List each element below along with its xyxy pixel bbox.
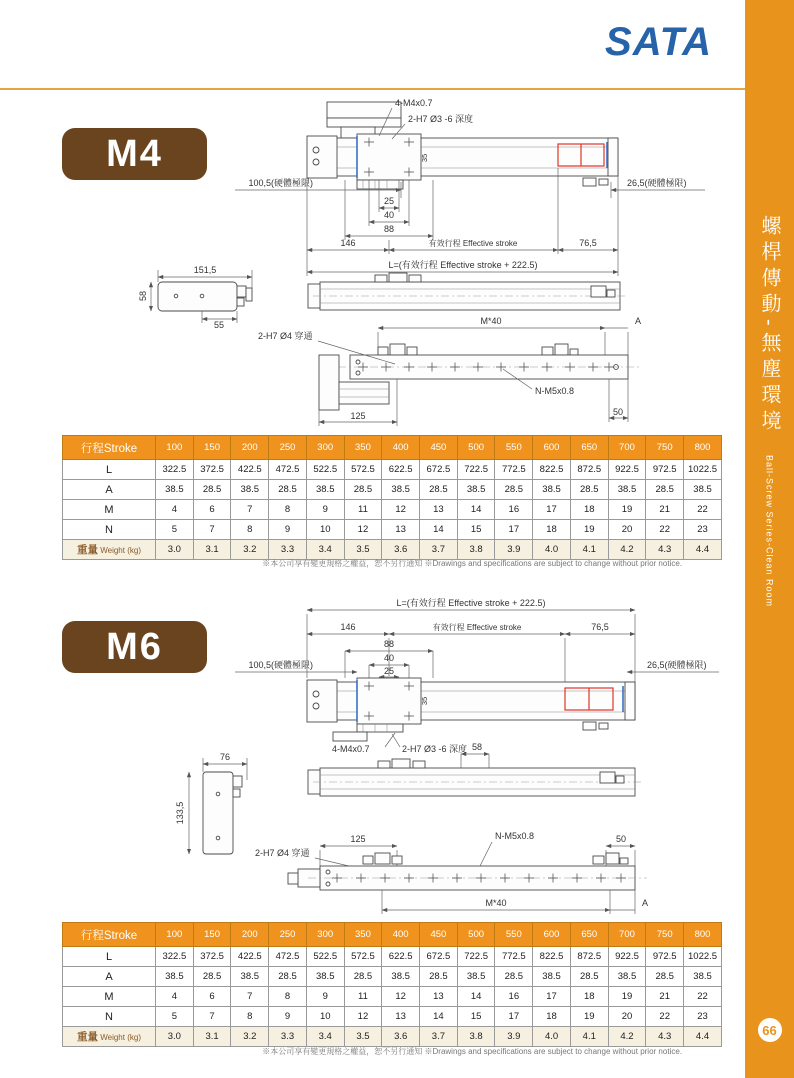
spec-cell: 19 — [608, 500, 646, 520]
spec-cell: 872.5 — [570, 947, 608, 967]
spec-cell: 622.5 — [382, 460, 420, 480]
m6-plan-view — [308, 759, 643, 796]
stroke-column-header: 550 — [495, 923, 533, 947]
spec-cell: 9 — [269, 1007, 307, 1027]
stroke-column-header: 550 — [495, 436, 533, 460]
spec-cell: 3.3 — [269, 1027, 307, 1047]
spec-cell: 21 — [646, 987, 684, 1007]
spec-cell: 322.5 — [156, 947, 194, 967]
spec-cell: 13 — [382, 1007, 420, 1027]
spec-cell: 6 — [193, 987, 231, 1007]
spec-cell: 13 — [420, 987, 458, 1007]
spec-cell: 7 — [193, 520, 231, 540]
spec-cell: 4.3 — [646, 540, 684, 560]
spec-cell: 3.4 — [306, 540, 344, 560]
spec-cell: 972.5 — [646, 460, 684, 480]
spec-cell: 38.5 — [306, 480, 344, 500]
spec-cell: 28.5 — [420, 480, 458, 500]
m4-hard-limit-right: 26,5(硬體極限) — [627, 178, 687, 188]
m6-model-badge: M6 — [62, 621, 207, 673]
stroke-column-header: 350 — [344, 436, 382, 460]
table-row — [63, 967, 722, 987]
m6-dim-a: A — [641, 898, 649, 908]
stroke-column-header: 750 — [646, 436, 684, 460]
spec-cell: 672.5 — [420, 947, 458, 967]
m4-dim-pitch: M*40 — [480, 316, 502, 326]
spec-cell: 4.0 — [533, 540, 571, 560]
m6-dimensions — [235, 597, 719, 686]
spec-cell: 18 — [570, 500, 608, 520]
spec-cell: 522.5 — [306, 460, 344, 480]
spec-cell: 4.4 — [684, 540, 722, 560]
m4-dim-35: 35 — [420, 153, 429, 163]
spec-cell: 28.5 — [269, 480, 307, 500]
m4-dim-88: 88 — [383, 224, 395, 234]
m4-bottom-view — [258, 316, 641, 426]
spec-cell: 12 — [344, 1007, 382, 1027]
spec-cell: 522.5 — [306, 947, 344, 967]
spec-cell: 622.5 — [382, 947, 420, 967]
m4-front-view — [307, 98, 618, 189]
spec-cell: 3.4 — [306, 1027, 344, 1047]
spec-cell: 922.5 — [608, 460, 646, 480]
stroke-column-header: 100 — [156, 436, 194, 460]
m6-spec-table — [62, 922, 722, 1047]
stroke-column-header: 500 — [457, 436, 495, 460]
stroke-column-header: 150 — [193, 923, 231, 947]
spec-cell: 38.5 — [533, 967, 571, 987]
sidebar-title-en: Ball-Screw Series-Clean Room — [764, 455, 775, 608]
spec-cell: 28.5 — [344, 480, 382, 500]
spec-cell: 38.5 — [608, 967, 646, 987]
stroke-column-header: 800 — [684, 436, 722, 460]
spec-cell: 38.5 — [231, 967, 269, 987]
stroke-header-label: 行程Stroke — [63, 436, 156, 460]
spec-cell: 3.6 — [382, 540, 420, 560]
row-label: L — [63, 460, 156, 480]
spec-cell: 22 — [646, 520, 684, 540]
m4-dim-58: 58 — [138, 290, 148, 302]
spec-cell: 28.5 — [193, 967, 231, 987]
table-row — [63, 947, 722, 967]
m4-model-badge: M4 — [62, 128, 207, 180]
spec-cell: 28.5 — [570, 967, 608, 987]
spec-cell: 6 — [193, 500, 231, 520]
stroke-column-header: 750 — [646, 923, 684, 947]
spec-cell: 3.8 — [457, 540, 495, 560]
spec-cell: 422.5 — [231, 947, 269, 967]
m6-annotation-tap: N-M5x0.8 — [495, 831, 535, 841]
spec-cell: 12 — [344, 520, 382, 540]
spec-cell: 28.5 — [269, 967, 307, 987]
m6-side-view — [175, 752, 247, 854]
row-label: L — [63, 947, 156, 967]
spec-cell: 17 — [495, 1007, 533, 1027]
spec-cell: 3.2 — [231, 1027, 269, 1047]
spec-cell: 22 — [684, 987, 722, 1007]
table-row — [63, 480, 722, 500]
stroke-column-header: 800 — [684, 923, 722, 947]
spec-cell: 572.5 — [344, 947, 382, 967]
spec-cell: 772.5 — [495, 947, 533, 967]
spec-cell: 4.3 — [646, 1027, 684, 1047]
spec-cell: 372.5 — [193, 947, 231, 967]
m6-bottom-view — [255, 831, 648, 914]
spec-cell: 38.5 — [156, 480, 194, 500]
spec-cell: 322.5 — [156, 460, 194, 480]
stroke-column-header: 100 — [156, 923, 194, 947]
row-label: 重量 Weight (kg) — [63, 540, 156, 560]
stroke-column-header: 400 — [382, 436, 420, 460]
table-row — [63, 460, 722, 480]
stroke-column-header: 200 — [231, 923, 269, 947]
spec-cell: 28.5 — [344, 967, 382, 987]
spec-cell: 722.5 — [457, 947, 495, 967]
spec-cell: 822.5 — [533, 460, 571, 480]
m6-dim-35: 35 — [420, 696, 429, 706]
table-row — [63, 520, 722, 540]
spec-cell: 28.5 — [495, 967, 533, 987]
spec-cell: 38.5 — [382, 967, 420, 987]
spec-cell: 28.5 — [420, 967, 458, 987]
sata-logo: SATA — [605, 20, 712, 64]
spec-cell: 10 — [306, 520, 344, 540]
m4-dim-a: A — [634, 316, 642, 326]
spec-cell: 22 — [684, 500, 722, 520]
m6-annotation-dowel-through: 2-H7 Ø4 穿通 — [255, 848, 310, 858]
m4-dim-25: 25 — [383, 196, 395, 206]
spec-cell: 3.7 — [420, 540, 458, 560]
m4-annotation-dowel-depth: 2-H7 Ø3 -6 深度 — [408, 114, 474, 124]
spec-cell: 472.5 — [269, 460, 307, 480]
spec-cell: 1022.5 — [684, 947, 722, 967]
table-row — [63, 540, 722, 560]
stroke-column-header: 400 — [382, 923, 420, 947]
spec-cell: 23 — [684, 520, 722, 540]
spec-cell: 7 — [231, 987, 269, 1007]
stroke-column-header: 150 — [193, 436, 231, 460]
stroke-column-header: 650 — [570, 436, 608, 460]
m4-disclaimer: ※本公司享有變更規格之權益，恕不另行通知 ※Drawings and specifications are subject to change without prior notice. — [262, 559, 682, 568]
spec-cell: 12 — [382, 987, 420, 1007]
spec-cell: 22 — [646, 1007, 684, 1027]
spec-cell: 422.5 — [231, 460, 269, 480]
stroke-column-header: 250 — [269, 923, 307, 947]
spec-cell: 20 — [608, 520, 646, 540]
spec-cell: 15 — [457, 520, 495, 540]
spec-cell: 38.5 — [156, 967, 194, 987]
stroke-column-header: 250 — [269, 436, 307, 460]
spec-cell: 28.5 — [646, 967, 684, 987]
spec-cell: 17 — [533, 987, 571, 1007]
m6-dim-pitch: M*40 — [485, 898, 507, 908]
spec-cell: 3.6 — [382, 1027, 420, 1047]
spec-cell: 10 — [306, 1007, 344, 1027]
spec-cell: 38.5 — [231, 480, 269, 500]
stroke-column-header: 700 — [608, 923, 646, 947]
spec-cell: 28.5 — [646, 480, 684, 500]
spec-cell: 5 — [156, 1007, 194, 1027]
m4-effective-stroke: 有效行程 Effective stroke — [428, 239, 518, 248]
m6-dim-76: 76 — [219, 752, 231, 762]
m4-spec-table — [62, 435, 722, 560]
stroke-column-header: 700 — [608, 436, 646, 460]
spec-cell: 3.0 — [156, 1027, 194, 1047]
spec-cell: 13 — [420, 500, 458, 520]
spec-cell: 4.0 — [533, 1027, 571, 1047]
spec-cell: 23 — [684, 1007, 722, 1027]
m6-front-view — [307, 678, 635, 768]
spec-cell: 19 — [570, 520, 608, 540]
row-label: 重量 Weight (kg) — [63, 1027, 156, 1047]
spec-cell: 38.5 — [382, 480, 420, 500]
sidebar-title-cn: 螺桿傳動-無塵環境 — [758, 215, 780, 436]
m6-disclaimer: ※本公司享有變更規格之權益，恕不另行通知 ※Drawings and specifications are subject to change without prior notice. — [262, 1047, 682, 1056]
spec-cell: 13 — [382, 520, 420, 540]
table-row — [63, 1007, 722, 1027]
row-label: A — [63, 480, 156, 500]
spec-cell: 3.2 — [231, 540, 269, 560]
m6-dim-50: 50 — [615, 834, 627, 844]
spec-cell: 4 — [156, 500, 194, 520]
spec-cell: 672.5 — [420, 460, 458, 480]
spec-cell: 3.3 — [269, 540, 307, 560]
spec-cell: 7 — [193, 1007, 231, 1027]
m4-dim-146: 146 — [340, 238, 356, 248]
spec-cell: 3.9 — [495, 1027, 533, 1047]
spec-cell: 11 — [344, 500, 382, 520]
stroke-column-header: 650 — [570, 923, 608, 947]
spec-cell: 38.5 — [306, 967, 344, 987]
m4-dim-50: 50 — [612, 407, 624, 417]
spec-cell: 3.7 — [420, 1027, 458, 1047]
spec-cell: 3.5 — [344, 1027, 382, 1047]
spec-cell: 7 — [231, 500, 269, 520]
stroke-column-header: 600 — [533, 923, 571, 947]
spec-cell: 1022.5 — [684, 460, 722, 480]
row-label: N — [63, 1007, 156, 1027]
m4-dim-55: 55 — [213, 320, 225, 330]
spec-cell: 18 — [570, 987, 608, 1007]
spec-cell: 3.1 — [193, 1027, 231, 1047]
spec-cell: 38.5 — [533, 480, 571, 500]
m4-technical-drawing — [95, 92, 745, 432]
spec-cell: 21 — [646, 500, 684, 520]
m6-dim-25: 25 — [383, 666, 395, 676]
spec-cell: 822.5 — [533, 947, 571, 967]
spec-cell: 19 — [570, 1007, 608, 1027]
m6-annotation-dowel-depth: 2-H7 Ø3 -6 深度 — [402, 744, 468, 754]
spec-cell: 472.5 — [269, 947, 307, 967]
spec-cell: 3.9 — [495, 540, 533, 560]
m6-dim-76-5: 76,5 — [591, 622, 609, 632]
spec-cell: 3.8 — [457, 1027, 495, 1047]
m6-dim-146: 146 — [340, 622, 356, 632]
spec-cell: 9 — [269, 520, 307, 540]
stroke-column-header: 200 — [231, 436, 269, 460]
m4-top-view-motor — [138, 265, 252, 330]
spec-cell: 372.5 — [193, 460, 231, 480]
spec-cell: 14 — [420, 1007, 458, 1027]
spec-cell: 15 — [457, 1007, 495, 1027]
m6-dim-40: 40 — [383, 653, 395, 663]
m6-dim-133-5: 133,5 — [175, 801, 185, 825]
m4-dim-151-5: 151,5 — [193, 265, 217, 275]
spec-cell: 5 — [156, 520, 194, 540]
row-label: M — [63, 987, 156, 1007]
spec-cell: 4.1 — [570, 540, 608, 560]
stroke-column-header: 450 — [420, 436, 458, 460]
m6-dim-125: 125 — [350, 834, 366, 844]
spec-cell: 8 — [269, 500, 307, 520]
row-label: M — [63, 500, 156, 520]
spec-cell: 38.5 — [684, 480, 722, 500]
m6-hard-limit-right: 26,5(硬體極限) — [647, 660, 707, 670]
table-row — [63, 987, 722, 1007]
spec-cell: 3.5 — [344, 540, 382, 560]
spec-cell: 38.5 — [684, 967, 722, 987]
spec-cell: 572.5 — [344, 460, 382, 480]
spec-cell: 3.0 — [156, 540, 194, 560]
spec-cell: 9 — [306, 500, 344, 520]
m6-dim-88: 88 — [383, 639, 395, 649]
spec-cell: 38.5 — [457, 967, 495, 987]
spec-cell: 38.5 — [457, 480, 495, 500]
stroke-column-header: 350 — [344, 923, 382, 947]
m4-dim-125: 125 — [350, 411, 366, 421]
spec-cell: 14 — [457, 987, 495, 1007]
spec-cell: 28.5 — [495, 480, 533, 500]
m4-total-length: L=(有效行程 Effective stroke + 222.5) — [388, 260, 538, 270]
spec-cell: 972.5 — [646, 947, 684, 967]
spec-cell: 18 — [533, 520, 571, 540]
spec-cell: 14 — [457, 500, 495, 520]
spec-cell: 9 — [306, 987, 344, 1007]
spec-cell: 4.1 — [570, 1027, 608, 1047]
stroke-header-label: 行程Stroke — [63, 923, 156, 947]
m4-annotation-thread: 4-M4x0.7 — [395, 98, 433, 108]
stroke-column-header: 600 — [533, 436, 571, 460]
page-number-badge: 66 — [758, 1018, 782, 1042]
spec-cell: 8 — [231, 1007, 269, 1027]
m6-technical-drawing — [95, 588, 745, 922]
sidebar — [745, 0, 794, 1078]
row-label: N — [63, 520, 156, 540]
spec-cell: 8 — [231, 520, 269, 540]
spec-cell: 922.5 — [608, 947, 646, 967]
spec-cell: 4.4 — [684, 1027, 722, 1047]
spec-cell: 3.1 — [193, 540, 231, 560]
spec-cell: 38.5 — [608, 480, 646, 500]
m6-dim-58: 58 — [471, 742, 483, 752]
spec-cell: 16 — [495, 987, 533, 1007]
table-row — [63, 1027, 722, 1047]
spec-cell: 28.5 — [570, 480, 608, 500]
spec-cell: 722.5 — [457, 460, 495, 480]
stroke-column-header: 450 — [420, 923, 458, 947]
m4-annotation-tap: N-M5x0.8 — [535, 386, 575, 396]
header-divider — [0, 88, 745, 90]
m4-annotation-dowel-through: 2-H7 Ø4 穿通 — [258, 331, 313, 341]
spec-cell: 12 — [382, 500, 420, 520]
stroke-column-header: 300 — [306, 436, 344, 460]
m6-annotation-thread: 4-M4x0.7 — [332, 744, 370, 754]
spec-cell: 20 — [608, 1007, 646, 1027]
spec-cell: 772.5 — [495, 460, 533, 480]
spec-cell: 8 — [269, 987, 307, 1007]
m4-hard-limit-left: 100,5(硬體極限) — [248, 178, 313, 188]
m6-effective-stroke: 有效行程 Effective stroke — [432, 623, 522, 632]
spec-cell: 28.5 — [193, 480, 231, 500]
spec-cell: 16 — [495, 500, 533, 520]
spec-cell: 17 — [533, 500, 571, 520]
m4-plan-view — [308, 273, 627, 310]
m6-total-length: L=(有效行程 Effective stroke + 222.5) — [396, 598, 546, 608]
spec-cell: 17 — [495, 520, 533, 540]
table-row — [63, 500, 722, 520]
spec-cell: 19 — [608, 987, 646, 1007]
spec-cell: 4 — [156, 987, 194, 1007]
m4-dim-40: 40 — [383, 210, 395, 220]
spec-cell: 14 — [420, 520, 458, 540]
spec-cell: 872.5 — [570, 460, 608, 480]
m4-dim-76-5: 76,5 — [579, 238, 597, 248]
stroke-column-header: 500 — [457, 923, 495, 947]
m6-hard-limit-left: 100,5(硬體極限) — [248, 660, 313, 670]
spec-cell: 4.2 — [608, 1027, 646, 1047]
row-label: A — [63, 967, 156, 987]
spec-cell: 4.2 — [608, 540, 646, 560]
stroke-column-header: 300 — [306, 923, 344, 947]
spec-cell: 11 — [344, 987, 382, 1007]
spec-cell: 18 — [533, 1007, 571, 1027]
m4-dimensions — [235, 168, 705, 276]
